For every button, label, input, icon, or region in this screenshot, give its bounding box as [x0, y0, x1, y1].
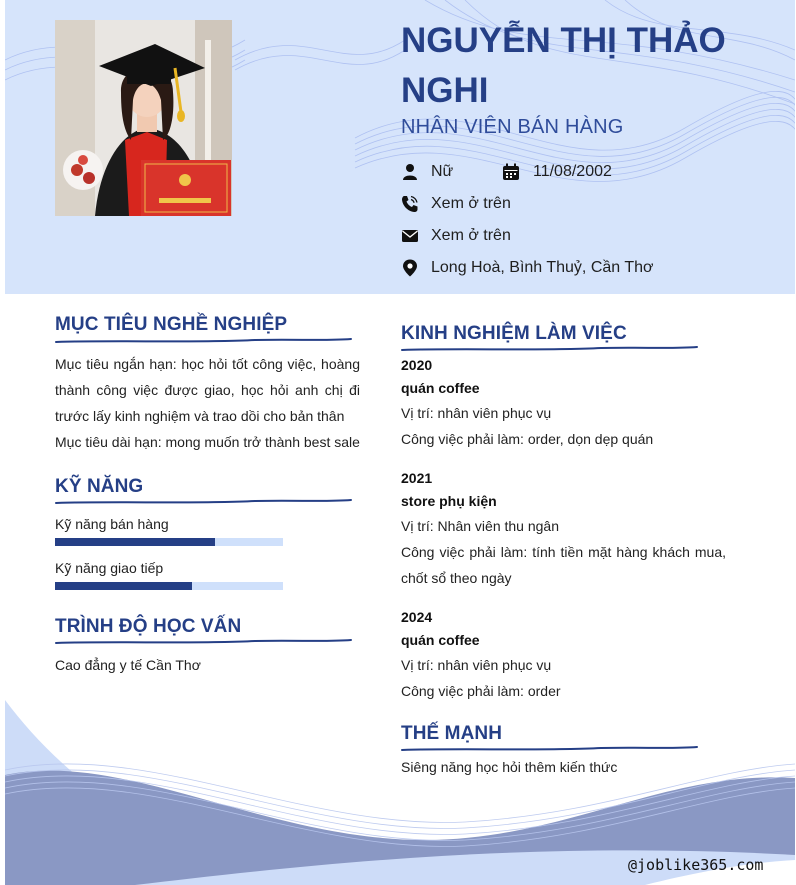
experience-title: KINH NGHIỆM LÀM VIỆC — [401, 323, 627, 344]
skill-bar-sales — [55, 538, 283, 546]
job-title: NHÂN VIÊN BÁN HÀNG — [401, 116, 624, 138]
experience-year: 2020 — [401, 357, 433, 373]
birthdate-row — [502, 162, 682, 182]
email-value: Xem ở trên — [431, 227, 511, 244]
objective-text — [55, 351, 360, 455]
resume-page — [5, 0, 795, 885]
education-text: Cao đẳng y tế Cần Thơ — [55, 657, 201, 673]
strengths-underline — [401, 745, 701, 753]
skills-title: KỸ NĂNG — [55, 476, 144, 497]
phone-value: Xem ở trên — [431, 195, 511, 212]
strengths-text: Siêng năng học hỏi thêm kiến thức — [401, 759, 618, 775]
skill-bar-communication — [55, 582, 283, 590]
phone-icon — [401, 195, 419, 213]
objective-long-term: Mục tiêu dài hạn: mong muốn trở thành best sale — [55, 434, 360, 450]
experience-duties: Công việc phải làm: order — [401, 683, 561, 699]
email-row — [401, 226, 651, 246]
experience-company: quán coffee — [401, 632, 480, 648]
experience-year: 2021 — [401, 470, 433, 486]
user-icon — [401, 163, 419, 181]
calendar-icon — [502, 163, 520, 181]
phone-row — [401, 194, 651, 214]
envelope-icon — [401, 227, 419, 245]
skill-fill — [55, 582, 192, 590]
experience-duties: Công việc phải làm: order, dọn dẹp quán — [401, 431, 654, 447]
candidate-name: NGUYỄN THỊ THẢO NGHI — [401, 21, 726, 110]
strengths-title: THẾ MẠNH — [401, 723, 503, 744]
birthdate-value: 11/08/2002 — [533, 163, 612, 180]
experience-year: 2024 — [401, 609, 433, 625]
address-value: Long Hoà, Bình Thuỷ, Cần Thơ — [431, 259, 654, 276]
profile-photo — [55, 20, 232, 216]
map-pin-icon — [401, 259, 419, 277]
objective-short-term: Mục tiêu ngắn hạn: học hỏi tốt công việc, hoàng thành công việc được giao, học hỏi anh chị đi trước lấy kinh nghiệm và trao dồi cho bản thân — [55, 356, 360, 424]
objective-title: MỤC TIÊU NGHỀ NGHIỆP — [55, 314, 288, 335]
skill-label-sales: Kỹ năng bán hàng — [55, 516, 169, 532]
experience-company: quán coffee — [401, 380, 480, 396]
skill-label-communication: Kỹ năng giao tiếp — [55, 560, 164, 576]
experience-underline — [401, 345, 701, 353]
education-title: TRÌNH ĐỘ HỌC VẤN — [55, 616, 242, 637]
skill-fill — [55, 538, 215, 546]
gender-value: Nữ — [431, 163, 454, 180]
experience-duties: Công việc phải làm: tính tiền mặt hàng khách mua, chốt sổ theo ngày — [401, 544, 726, 586]
experience-company: store phụ kiện — [401, 493, 497, 509]
experience-position: Vị trí: nhân viên phục vụ — [401, 405, 552, 421]
experience-position: Vị trí: nhân viên phục vụ — [401, 657, 552, 673]
experience-position: Vị trí: Nhân viên thu ngân — [401, 518, 559, 534]
address-row — [401, 258, 701, 278]
watermark: @joblike365.com — [628, 856, 764, 874]
skills-underline — [55, 498, 355, 506]
objective-underline — [55, 337, 355, 345]
education-underline — [55, 638, 355, 646]
